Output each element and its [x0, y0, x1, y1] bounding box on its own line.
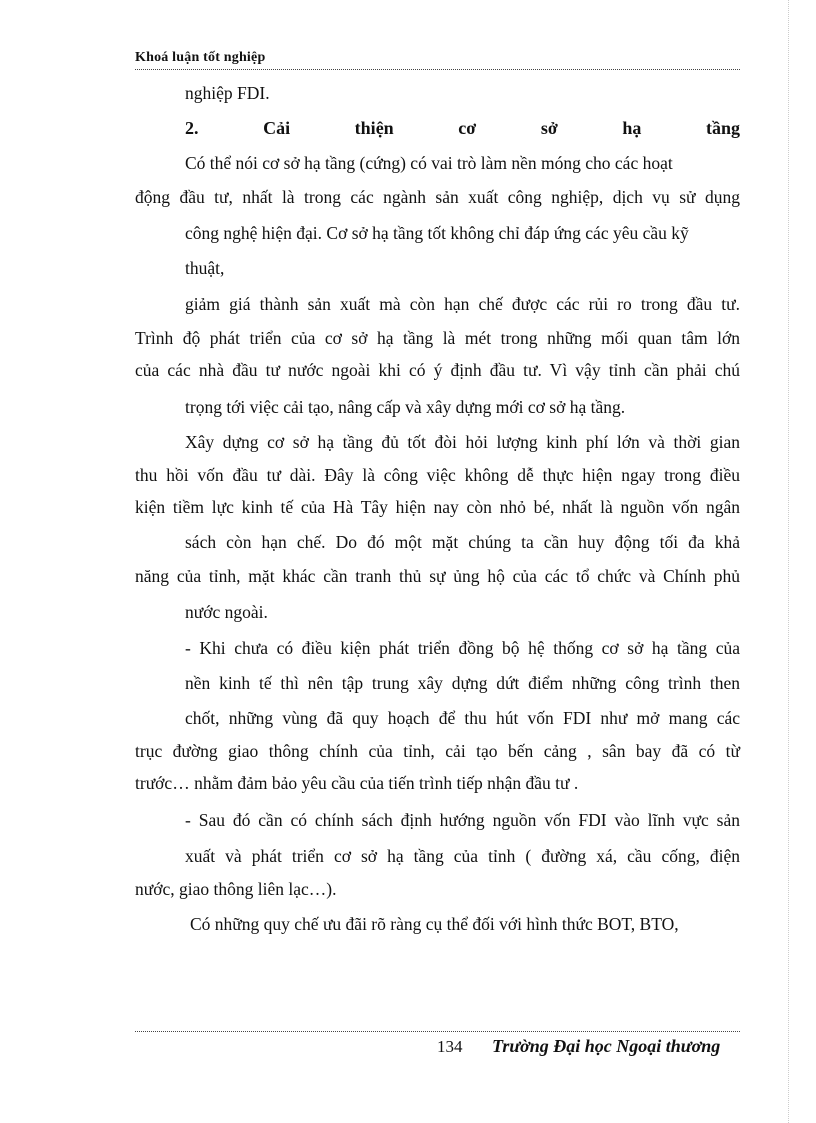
text-line: Có thể nói cơ sở hạ tầng (cứng) có vai trò làm nền móng cho các hoạt: [185, 153, 673, 173]
header-divider: [135, 69, 740, 70]
text-line: xuất và phát triển cơ sở hạ tầng của tỉnh ( đường xá, cầu cống, điện: [185, 846, 740, 866]
section-heading: 2. Cải thiện cơ sở hạ tầng: [185, 118, 740, 138]
text-line: giảm giá thành sản xuất mà còn hạn chế được các rủi ro trong đầu tư.: [185, 294, 740, 314]
text-line: kiện tiềm lực kinh tế của Hà Tây hiện nay còn nhỏ bé, nhất là nguồn vốn ngân: [135, 497, 740, 517]
text-line: nền kinh tế thì nên tập trung xây dựng dứt điểm những công trình then: [185, 673, 740, 693]
footer-divider: [135, 1031, 740, 1032]
text-line: thu hồi vốn đầu tư dài. Đây là công việc không dễ thực hiện ngay trong điều: [135, 465, 740, 485]
text-line: công nghệ hiện đại. Cơ sở hạ tầng tốt không chỉ đáp ứng các yêu cầu kỹ: [185, 223, 689, 243]
text-line: - Sau đó cần có chính sách định hướng nguồn vốn FDI vào lĩnh vực sản: [185, 810, 740, 830]
text-line: nghiệp FDI.: [185, 83, 270, 103]
text-line: nước ngoài.: [185, 602, 268, 622]
text-line: - Khi chưa có điều kiện phát triển đồng bộ hệ thống cơ sở hạ tầng của: [185, 638, 740, 658]
text-line: động đầu tư, nhất là trong các ngành sản xuất công nghiệp, dịch vụ sử dụng: [135, 187, 740, 207]
text-line: của các nhà đầu tư nước ngoài khi có ý định đầu tư. Vì vậy tỉnh cần phải chú: [135, 360, 740, 380]
document-header: Khoá luận tốt nghiệp: [135, 50, 266, 65]
text-line: năng của tỉnh, mặt khác cần tranh thủ sự ủng hộ của các tổ chức và Chính phủ: [135, 566, 740, 586]
text-line: thuật,: [185, 258, 225, 278]
text-line: nước, giao thông liên lạc…).: [135, 879, 337, 899]
text-line: trước… nhằm đảm bảo yêu cầu của tiến trình tiếp nhận đầu tư .: [135, 773, 579, 793]
text-line: trục đường giao thông chính của tỉnh, cải tạo bến cảng , sân bay đã có từ: [135, 741, 740, 761]
page-number: 134: [437, 1037, 463, 1056]
text-line: chốt, những vùng đã quy hoạch để thu hút vốn FDI như mở mang các: [185, 708, 740, 728]
text-line: Có những quy chế ưu đãi rõ ràng cụ thể đối với hình thức BOT, BTO,: [190, 914, 679, 934]
text-line: Xây dựng cơ sở hạ tầng đủ tốt đòi hỏi lượng kinh phí lớn và thời gian: [185, 432, 740, 452]
school-name: Trường Đại học Ngoại thương: [492, 1036, 721, 1056]
text-line: sách còn hạn chế. Do đó một mặt chúng ta cần huy động tối đa khả: [185, 532, 740, 552]
page-edge: [788, 0, 789, 1123]
text-line: trọng tới việc cải tạo, nâng cấp và xây dựng mới cơ sở hạ tầng.: [185, 397, 626, 417]
text-line: Trình độ phát triển của cơ sở hạ tầng là mét trong những mối quan tâm lớn: [135, 328, 740, 348]
